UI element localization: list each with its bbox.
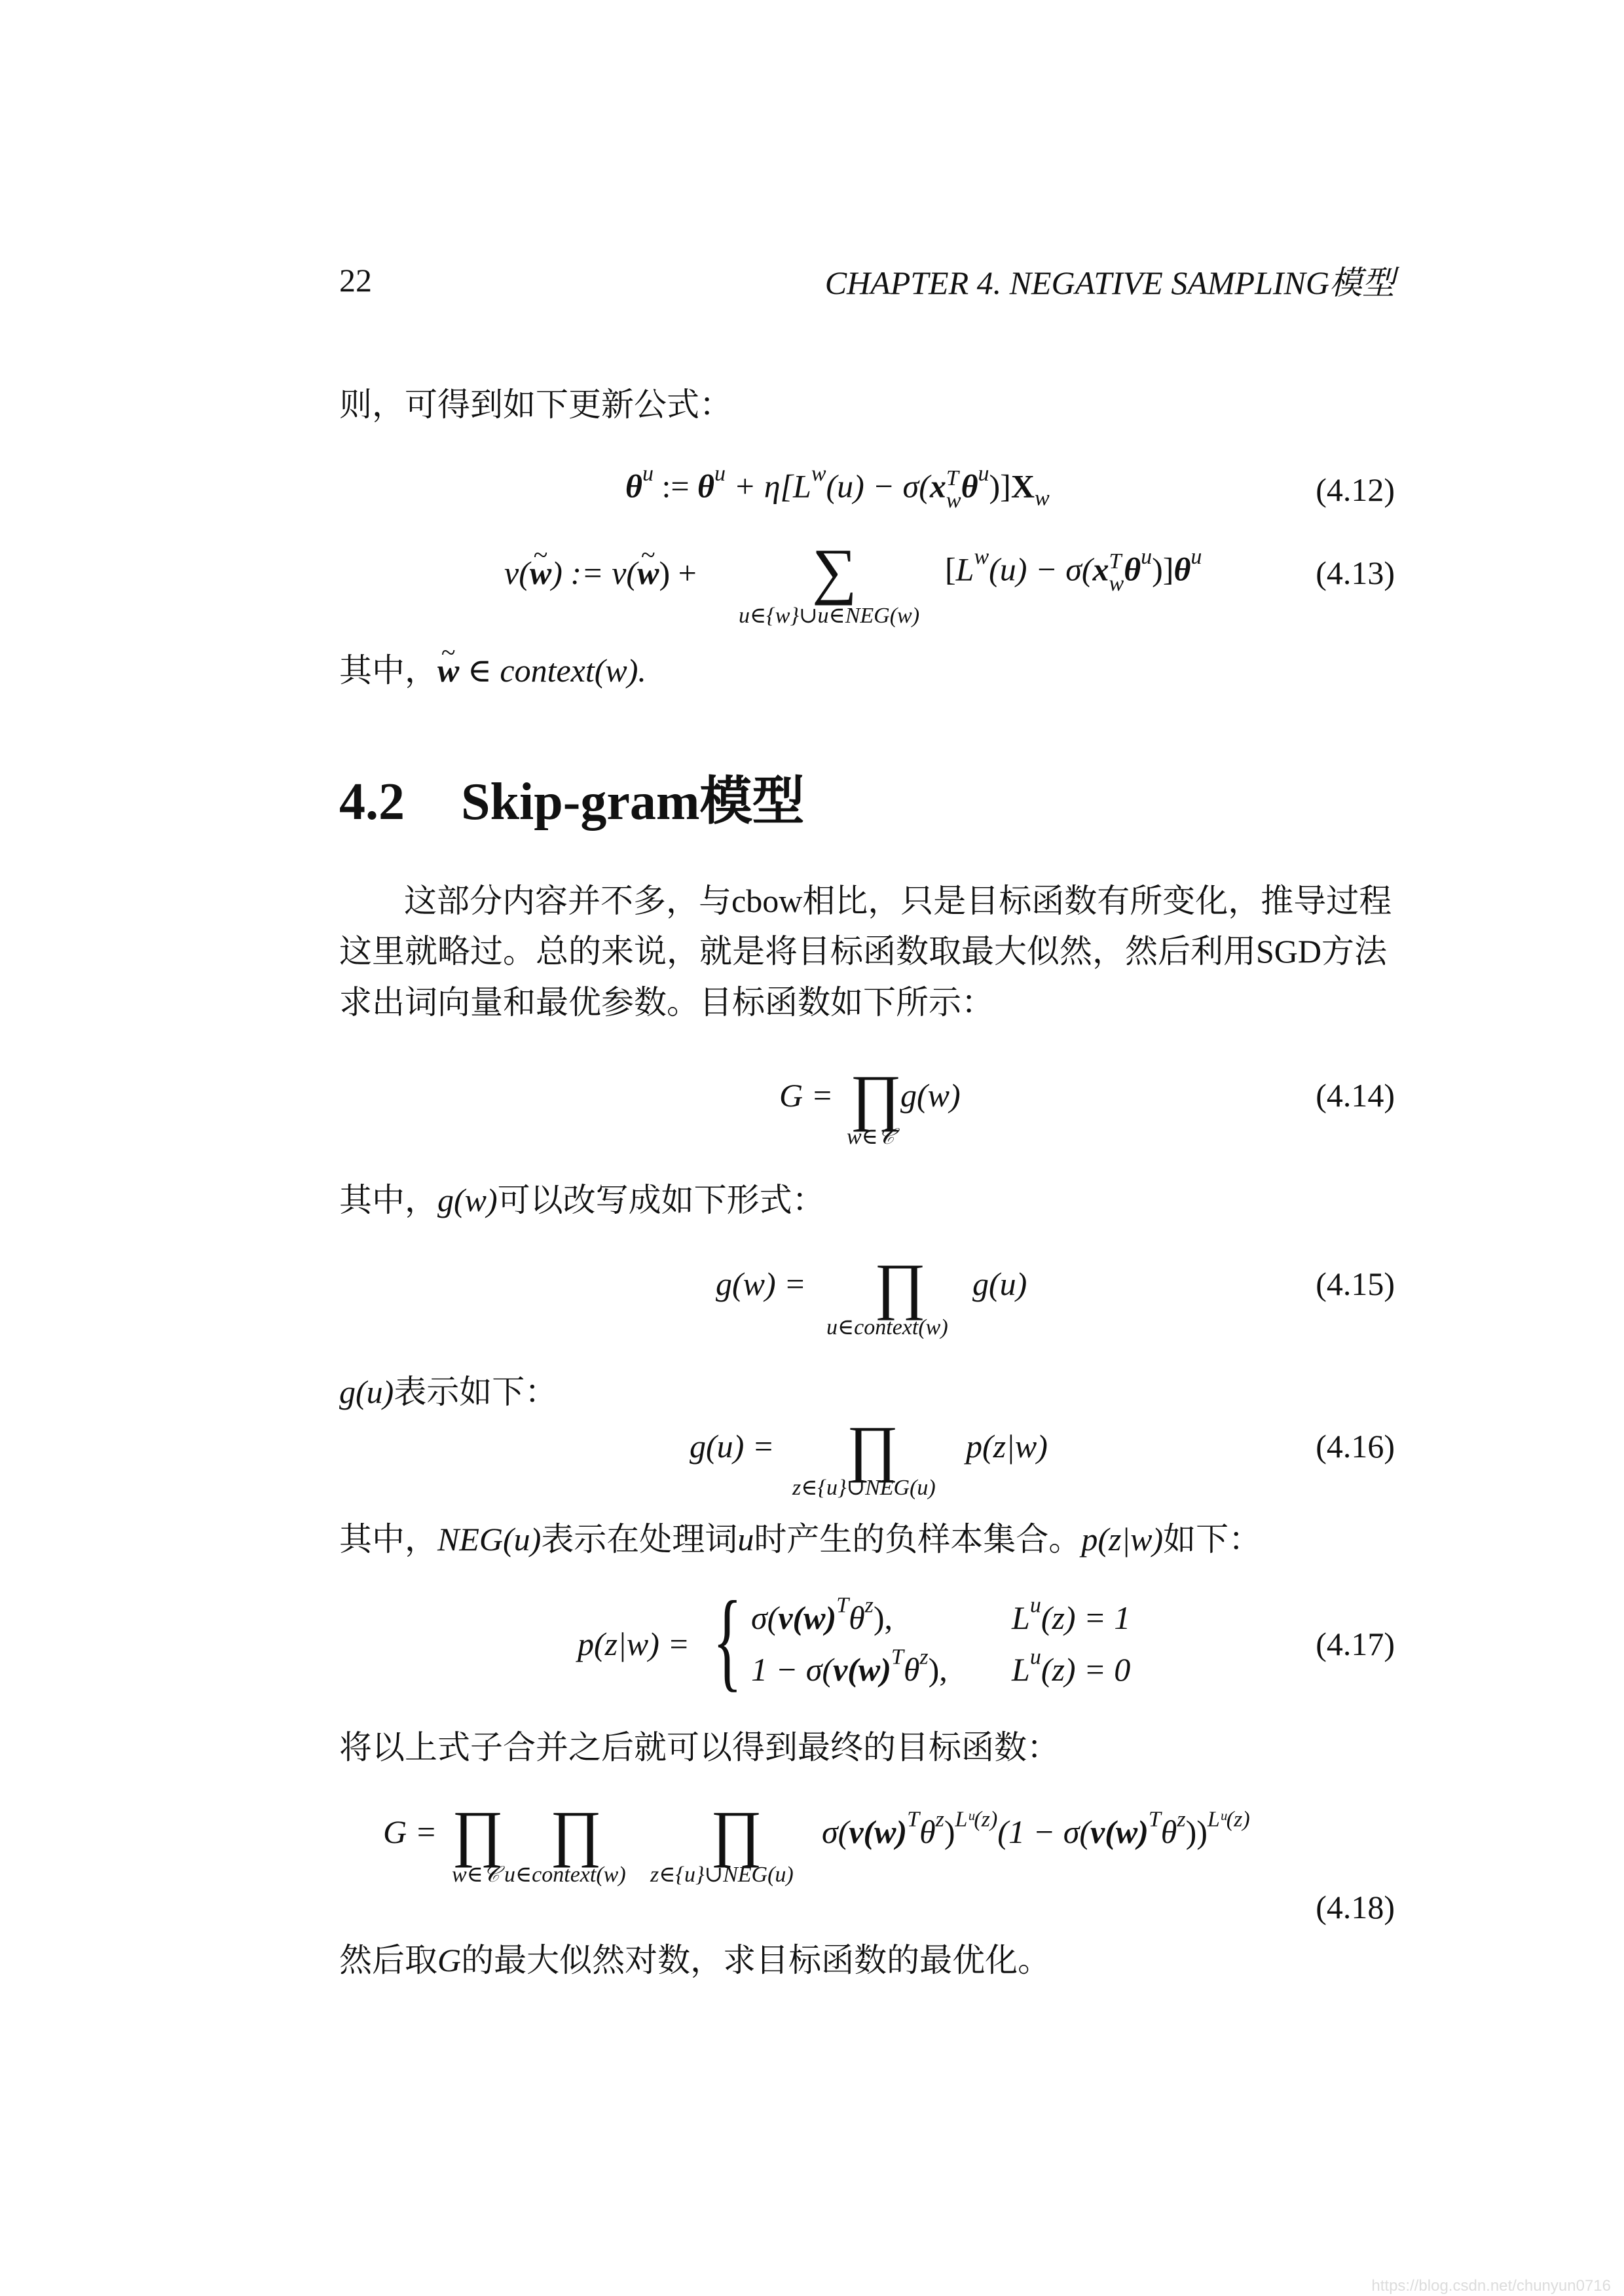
math-text: g(u)	[339, 1374, 394, 1410]
w-vector: (w)	[792, 1599, 837, 1636]
X-vector: X	[1010, 467, 1035, 505]
paragraph-line-2: 这里就略过。总的来说，就是将目标函数取最大似然，然后利用SGD方法	[339, 933, 1388, 970]
section-number: 4.2	[339, 773, 405, 831]
term: (u) − σ(	[989, 551, 1093, 588]
superscript: u	[1029, 1593, 1041, 1618]
term: 1 − σ(	[751, 1651, 834, 1688]
close-paren: ),	[928, 1651, 948, 1688]
v-vector: v	[778, 1599, 793, 1636]
equation-4-17-case-2	[751, 1645, 948, 1688]
term: (1 − σ(	[997, 1813, 1090, 1850]
assign-operator: :=	[661, 467, 690, 505]
watermark: https://blog.csdn.net/chunyun0716	[1371, 2277, 1611, 2295]
term: ) := v(	[551, 555, 638, 591]
section-title: Skip-gram模型	[461, 773, 805, 831]
page-number: 22	[339, 262, 372, 299]
equation-number-4-16: (4.16)	[1316, 1428, 1395, 1465]
sigma-term: σ(	[822, 1813, 849, 1850]
superscript: u	[1190, 544, 1202, 569]
close-paren: ),	[873, 1599, 893, 1636]
exponent: Lᵘ(z)	[955, 1807, 998, 1832]
math-text: p(z|w)	[1081, 1521, 1164, 1558]
product-limit: u∈context(w)	[826, 1315, 948, 1339]
transpose: T	[891, 1645, 904, 1669]
superscript: u	[714, 461, 726, 486]
equation-4-16-rhs: p(z|w)	[966, 1428, 1048, 1465]
open-bracket: [	[945, 551, 956, 588]
equation-number-4-15: (4.15)	[1316, 1266, 1395, 1302]
paragraph-line-1: 这部分内容并不多，与cbow相比，只是目标函数有所变化，推导过程	[404, 883, 1392, 919]
intro-text: 则，可得到如下更新公式：	[339, 386, 732, 423]
equation-4-14-lhs: G =	[779, 1077, 834, 1114]
sup-sub	[946, 467, 961, 512]
w-vector: (w)	[1105, 1813, 1149, 1850]
equation-4-18-rhs	[822, 1807, 1250, 1850]
label-L: L	[1012, 1651, 1030, 1688]
superscript: w	[974, 544, 989, 569]
superscript: w	[811, 461, 826, 486]
equation-number-4-13: (4.13)	[1316, 555, 1395, 591]
superscript: z	[1177, 1807, 1186, 1832]
product-limit-1: w∈𝒞	[452, 1863, 500, 1887]
subscript: w	[1109, 572, 1124, 596]
closing-text	[339, 1944, 1050, 1977]
neg-note	[339, 1523, 1261, 1556]
text: 其中，	[339, 1182, 437, 1218]
equation-4-13-lhs	[504, 556, 697, 589]
brace-glyph: {	[712, 1578, 743, 1702]
superscript: u	[1029, 1645, 1041, 1669]
v-vector: v	[1090, 1813, 1105, 1850]
exponent: Lᵘ(z)	[1207, 1807, 1250, 1832]
plus: ) +	[659, 555, 697, 591]
math-text: g(w)	[437, 1182, 498, 1218]
theta-symbol: θ	[1173, 551, 1191, 588]
close-paren: )	[944, 1813, 955, 1850]
condition: (z) = 1	[1041, 1599, 1131, 1636]
w-tilde: ~ w	[637, 556, 659, 589]
theta-symbol: θ	[903, 1651, 920, 1688]
product-limit-3: z∈{u}∪NEG(u)	[650, 1863, 794, 1887]
superscript: u	[978, 461, 989, 486]
superscript: z	[935, 1807, 944, 1832]
equation-4-16-lhs: g(u) =	[690, 1428, 775, 1465]
text: 其中，	[339, 1521, 437, 1558]
product-operator-2: ∏	[550, 1798, 602, 1868]
product-operator-1: ∏	[452, 1798, 504, 1868]
sum-limit: u∈{w}∪u∈NEG(w)	[739, 604, 920, 628]
x-vector: x	[929, 467, 946, 505]
text: 然后取	[339, 1942, 437, 1978]
superscript: z	[919, 1645, 929, 1669]
math-text: ∈ context(w).	[459, 652, 646, 689]
equation-4-18-lhs: G =	[383, 1813, 437, 1850]
w-tilde: ~ w	[530, 556, 551, 589]
theta-symbol: θ	[697, 467, 714, 505]
text: 可以改写成如下形式：	[497, 1182, 825, 1218]
eta-term: + η[	[733, 467, 794, 505]
equation-4-12	[625, 461, 1050, 513]
equation-4-13-rhs	[945, 544, 1202, 596]
w-tilde: ~ w	[437, 654, 459, 687]
merge-note: 将以上式子合并之后就可以得到最终的目标函数：	[339, 1729, 1060, 1766]
transpose: T	[946, 466, 959, 490]
close-bracket: )]	[989, 467, 1011, 505]
theta-symbol: θ	[625, 467, 642, 505]
equation-number-4-17: (4.17)	[1316, 1626, 1395, 1662]
product-operator-3: ∏	[710, 1798, 763, 1868]
text: 的最大似然对数，求目标函数的最优化。	[461, 1942, 1051, 1978]
v-vector: v	[849, 1813, 864, 1850]
w-vector: (w)	[847, 1651, 891, 1688]
w-vector: (w)	[863, 1813, 908, 1850]
equation-4-15-lhs: g(w) =	[716, 1266, 806, 1302]
equation-4-17-cond-2	[1012, 1645, 1131, 1688]
section-heading	[339, 773, 805, 831]
term: v(	[504, 555, 530, 591]
text: 如下：	[1163, 1521, 1262, 1558]
text: 表示在处理词	[541, 1521, 738, 1558]
math-text: u	[737, 1521, 754, 1558]
transpose: T	[1109, 549, 1122, 574]
equation-4-17-case-1	[751, 1593, 893, 1636]
text: 其中，	[339, 652, 437, 689]
sup-sub	[1109, 551, 1124, 595]
text: 时产生的负样本集合。	[754, 1521, 1082, 1558]
close-paren: ))	[1185, 1813, 1208, 1850]
superscript: u	[642, 461, 654, 486]
running-title: CHAPTER 4. NEGATIVE SAMPLING模型	[824, 264, 1395, 301]
theta-symbol: θ	[919, 1813, 936, 1850]
product-operator: ∏	[874, 1250, 927, 1321]
gu-note	[339, 1376, 557, 1408]
sum-operator: ∑	[812, 536, 857, 606]
left-brace	[701, 1578, 754, 1702]
equation-number-4-12: (4.12)	[1316, 471, 1395, 508]
equation-4-14-rhs: g(w)	[900, 1077, 961, 1114]
equation-number-4-14: (4.14)	[1316, 1077, 1395, 1114]
close-bracket: )]	[1152, 551, 1174, 588]
equation-number-4-18: (4.18)	[1316, 1889, 1395, 1925]
subscript: w	[1034, 486, 1050, 511]
product-limit-2: u∈context(w)	[504, 1863, 626, 1887]
label-L: L	[793, 467, 811, 505]
transpose: T	[907, 1807, 920, 1832]
label-L: L	[1012, 1599, 1030, 1636]
math-text: G	[437, 1942, 462, 1978]
rewrite-note	[339, 1184, 825, 1216]
transpose: T	[1148, 1807, 1161, 1832]
term: (u) − σ(	[826, 467, 930, 505]
superscript: u	[1141, 544, 1153, 569]
text: 表示如下：	[394, 1374, 558, 1410]
math-text: NEG(u)	[437, 1521, 542, 1558]
product-operator: ∏	[847, 1413, 899, 1483]
context-note	[339, 654, 646, 687]
x-vector: x	[1092, 551, 1109, 588]
term: σ(	[751, 1599, 779, 1636]
subscript: w	[946, 488, 961, 513]
product-limit: z∈{u}∪NEG(u)	[792, 1476, 936, 1500]
condition: (z) = 0	[1041, 1651, 1131, 1688]
product-limit: w∈𝒞	[847, 1125, 895, 1149]
product-operator: ∏	[850, 1062, 902, 1132]
transpose: T	[836, 1593, 849, 1618]
label-L: L	[955, 551, 974, 588]
superscript: z	[864, 1593, 874, 1618]
v-vector: v	[833, 1651, 848, 1688]
equation-4-15-rhs: g(u)	[972, 1266, 1027, 1302]
theta-symbol: θ	[1124, 551, 1141, 588]
theta-symbol: θ	[961, 467, 978, 505]
paragraph-line-3: 求出词向量和最优参数。目标函数如下所示：	[339, 984, 994, 1021]
theta-symbol: θ	[1160, 1813, 1177, 1850]
equation-4-17-lhs: p(z|w) =	[578, 1626, 690, 1662]
equation-4-17-cond-1	[1012, 1593, 1131, 1636]
theta-symbol: θ	[849, 1599, 865, 1636]
